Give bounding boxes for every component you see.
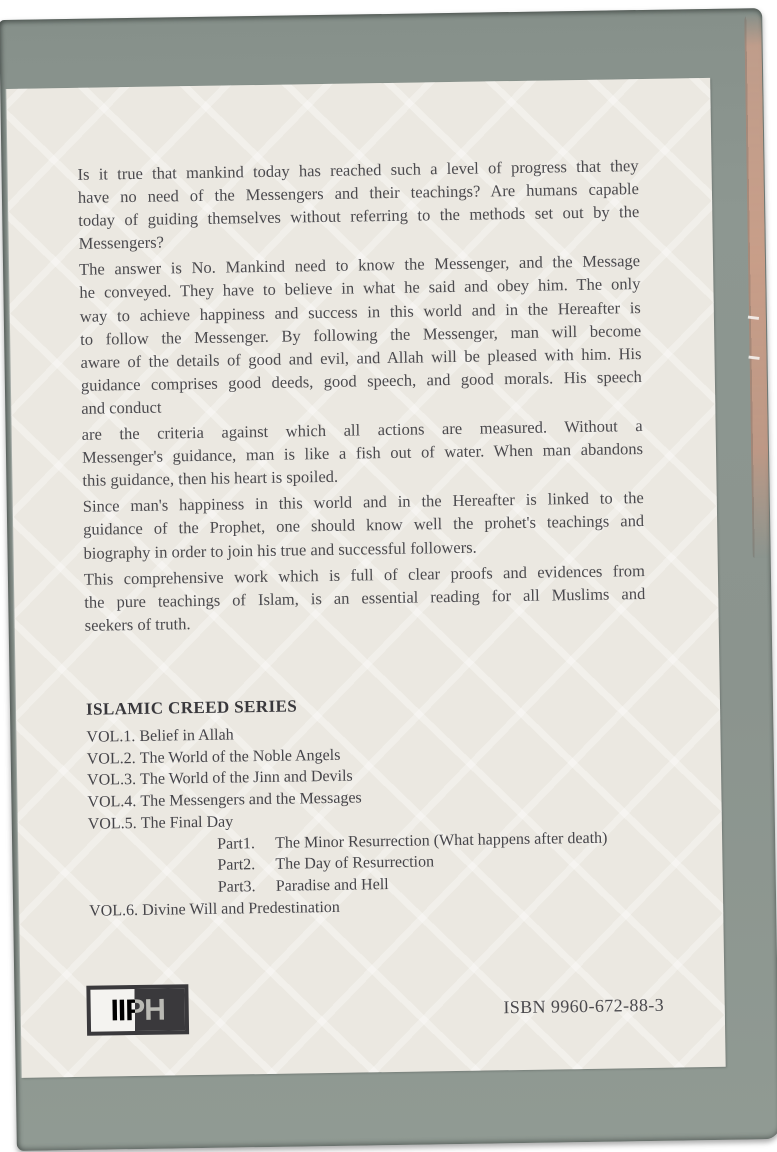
volume-label: VOL.6. <box>89 901 139 920</box>
part-label: Part2. <box>217 856 256 874</box>
volume-label: VOL.1. <box>86 728 136 746</box>
publisher-logo <box>86 984 189 1036</box>
text-line: guidance comprises good deeds, good speech, and good morals. His speech <box>80 366 642 395</box>
blurb-paragraph <box>77 154 639 255</box>
volume-title: Divine Will and Predestination <box>142 898 340 919</box>
volume-label: VOL.4. <box>87 793 137 811</box>
blurb-text <box>77 154 645 640</box>
part-label: Part3. <box>217 878 256 896</box>
text-line: today of guiding themselves without referring to the methods set out by the <box>78 202 640 231</box>
text-line: to follow the Messenger. By following the Messenger, man will become <box>80 320 642 349</box>
volume-title: The Final Day <box>140 813 234 832</box>
series-list <box>86 717 689 922</box>
blurb-paragraph <box>84 559 646 637</box>
volume-label: VOL.5. <box>87 814 137 833</box>
text-line: Messengers? <box>78 232 165 254</box>
part-title: The Day of Resurrection <box>275 853 435 874</box>
part-label: Part1. <box>216 834 256 853</box>
text-line: Since man's happiness in this world and in the Hereafter is linked to the <box>82 488 644 517</box>
text-line: have no need of the Messengers and their teachings? Are humans capable <box>77 179 640 207</box>
volume-label: VOL.3. <box>86 771 137 790</box>
series-section <box>86 690 689 922</box>
text-line: way to achieve happiness and success in this world and in the Hereafter is <box>79 297 641 326</box>
volume-label: VOL.2. <box>86 749 136 768</box>
volume-title: Belief in Allah <box>139 726 234 745</box>
text-line: aware of the details of good and evil, and Allah will be pleased with him. His <box>80 343 642 372</box>
text-line: biography in order to join his true and successful followers. <box>83 537 477 563</box>
volume-title: The Messengers and the Messages <box>140 789 362 811</box>
blurb-paragraph <box>79 249 642 419</box>
text-line: Messenger's guidance, man is like a fish out of water. When man abandons <box>81 439 644 467</box>
part-title: The Minor Resurrection (What happens after death) <box>274 829 608 852</box>
text-line: guidance of the Prophet, one should know well the prohet's teachings and <box>83 511 645 540</box>
text-line: Is it true that mankind today has reached such a level of progress that they <box>77 156 639 184</box>
text-line: seekers of truth. <box>84 613 191 635</box>
blurb-paragraph <box>83 486 645 564</box>
text-line: The answer is No. Mankind need to know the Messenger, and the Message <box>78 251 641 280</box>
text-line: he conveyed. They have to believe in what he said and obey him. The only <box>79 274 641 303</box>
part-title: Paradise and Hell <box>275 875 389 895</box>
isbn-text: ISBN 9960-672-88-3 <box>503 994 665 1018</box>
text-line: This comprehensive work which is full of clear proofs and evidences from <box>83 560 646 589</box>
blurb-paragraph <box>82 414 644 492</box>
book-back-cover <box>0 8 777 1151</box>
series-heading: ISLAMIC CREED SERIES <box>85 696 298 719</box>
text-line: this guidance, then his heart is spoiled. <box>82 467 339 491</box>
volume-title: The World of the Noble Angels <box>139 746 341 767</box>
cover-label <box>6 78 725 1078</box>
text-line: and conduct <box>81 397 162 418</box>
publisher-logo-text: IIPH <box>110 993 166 1027</box>
page-edges <box>744 13 770 558</box>
text-line: are the criteria against which all actions are measured. Without a <box>81 416 643 444</box>
text-line: the pure teachings of Islam, is an essential reading for all Muslims and <box>84 583 646 612</box>
volume-title: The World of the Jinn and Devils <box>139 768 353 789</box>
